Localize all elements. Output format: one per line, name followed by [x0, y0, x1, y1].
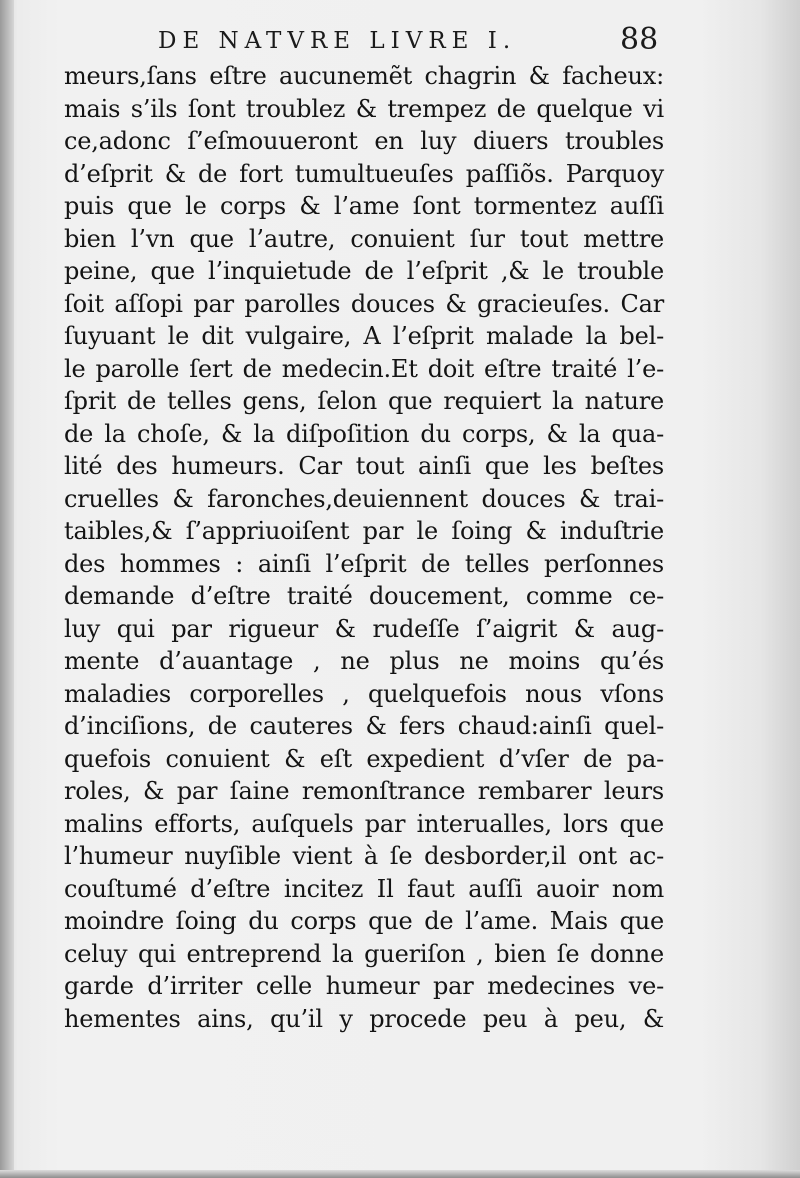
page-bottom-edge: [0, 1170, 800, 1178]
binding-gutter: [0, 0, 14, 1178]
text-line: maladies corporelles , quelquefois nous vſons: [64, 679, 664, 708]
text-line: d’inciſions, de cauteres & fers chaud:ainſi quel-: [64, 712, 664, 740]
text-line: mente d’auantage , ne plus ne moins qu’és: [64, 647, 664, 675]
text-line: puis que le corps & l’ame ſont tormentez auſſi: [64, 192, 664, 220]
text-line: bien l’vn que l’autre, conuient ſur tout mettre: [64, 224, 664, 253]
text-line: meurs,ſans eſtre aucunemẽt chagrin & facheux:: [64, 62, 664, 90]
text-line: celuy qui entreprend la gueriſon , bien ſe donne: [64, 939, 664, 968]
text-line: quefois conuient & eſt expedient d’vſer de pa-: [64, 744, 664, 773]
text-line: ſprit de telles gens, ſelon que requiert la nature: [64, 387, 664, 415]
text-line: mais s’ils ſont troublez & trempez de quelque vi: [64, 94, 664, 123]
text-line: taibles,& ſ’appriuoiſent par le ſoing & induſtrie: [64, 517, 664, 545]
text-line: ſuyuant le dit vulgaire, A l’eſprit malade la bel-: [64, 322, 664, 350]
text-line: garde d’irriter celle humeur par medecines ve-: [64, 972, 664, 1000]
text-line: demande d’eſtre traité doucement, comme ce-: [64, 582, 664, 610]
running-title: DE NATVRE LIVRE I.: [158, 28, 517, 54]
text-line: ſoit aſſopi par parolles douces & gracieuſes. Car: [64, 289, 664, 318]
text-line: hementes ains, qu’il y procede peu à peu, &: [64, 1004, 664, 1033]
text-line: cruelles & faronches,deuiennent douces & trai-: [64, 484, 664, 513]
text-line: ce,adonc ſ’eſmouueront en luy diuers troubles: [64, 127, 664, 155]
text-line: des hommes : ainſi l’eſprit de telles perſonnes: [64, 549, 664, 578]
text-line: le parolle ſert de medecin.Et doit eſtre traité l’e-: [64, 354, 664, 383]
text-line: l’humeur nuyſible vient à ſe desborder,il ont ac-: [64, 842, 664, 870]
text-line: malins efforts, auſquels par interualles, lors que: [64, 809, 664, 838]
text-line: roles, & par ſaine remonſtrance rembarer leurs: [64, 777, 664, 805]
text-line: lité des humeurs. Car tout ainſi que les beſtes: [64, 452, 664, 480]
text-line: peine, que l’inquietude de l’eſprit ,& le trouble: [64, 257, 664, 285]
text-line: d’eſprit & de fort tumultueuſes paſſiõs. Parquoy: [64, 159, 664, 188]
text-line: couſtumé d’eſtre incitez Il faut auſſi auoir nom: [64, 874, 664, 903]
text-line: moindre ſoing du corps que de l’ame. Mais que: [64, 907, 664, 935]
text-line: de la choſe, & la diſpoſition du corps, & la qua-: [64, 419, 664, 448]
page-number: 88: [620, 22, 659, 57]
text-line: luy qui par rigueur & rudeſſe ſ’aigrit & aug-: [64, 614, 664, 643]
body-text: [64, 60, 664, 1035]
